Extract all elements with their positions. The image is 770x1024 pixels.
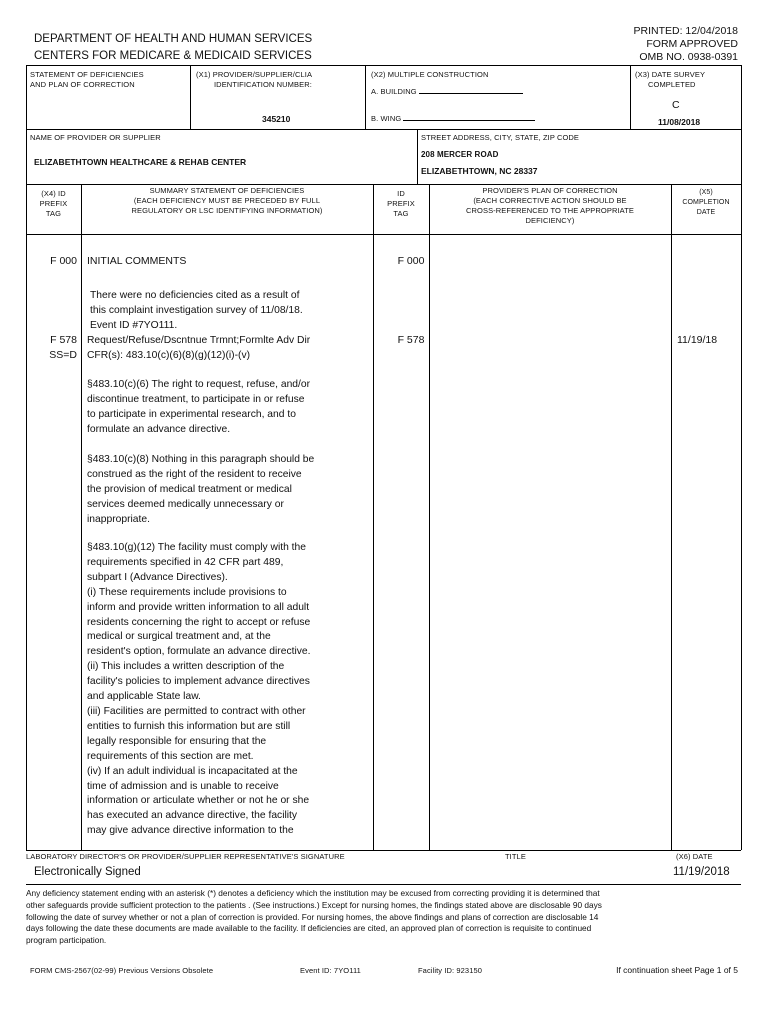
rule-signature-top (26, 850, 741, 851)
rule-col-plan (671, 184, 672, 850)
x5-label-2: COMPLETION (682, 199, 730, 206)
tag-f578-id: F 578 (397, 334, 425, 346)
f578-completion-date: 11/19/18 (677, 334, 718, 346)
address-label: STREET ADDRESS, CITY, STATE, ZIP CODE (421, 133, 580, 142)
rule-col-right (741, 184, 742, 850)
x4-label-2: PREFIX (39, 199, 68, 208)
statement-label-1: STATEMENT OF DEFICIENCIES (30, 70, 144, 79)
wing-blank (403, 120, 535, 121)
f578-title: Request/Refuse/Dscntnue Trmnt;Formlte Adv Dir CFR(s): 483.10(c)(6)(8)(g)(12)(i)-(v) (87, 335, 311, 361)
signature-label: LABORATORY DIRECTOR'S OR PROVIDER/SUPPLIER REPRESENTATIVE'S SIGNATURE (26, 852, 345, 861)
initial-comments-title: INITIAL COMMENTS (87, 255, 187, 267)
rule-colhead-bottom (26, 234, 741, 235)
signature-date: 11/19/2018 (673, 866, 730, 878)
title-label: TITLE (505, 852, 526, 861)
rule-div-x2 (365, 65, 366, 129)
building-label: A. BUILDING (371, 87, 417, 96)
wing-label: B. WING (371, 114, 402, 123)
statement-label-2: AND PLAN OF CORRECTION (30, 80, 135, 89)
rule-top (26, 65, 741, 66)
provider-name-label: NAME OF PROVIDER OR SUPPLIER (30, 133, 161, 142)
x4-label-3: TAG (45, 209, 62, 218)
rule-provider-bottom (26, 184, 741, 185)
building-blank (419, 93, 523, 94)
x6-date-label: (X6) DATE (676, 852, 713, 861)
id-label-3: TAG (393, 209, 409, 218)
rule-col-left (26, 184, 27, 850)
rule-div-x1 (190, 65, 191, 129)
printed-date: PRINTED: 12/04/2018 (633, 25, 738, 37)
x4-label-1: (X4) ID (41, 189, 66, 198)
plan-label-1: PROVIDER'S PLAN OF CORRECTION (482, 186, 618, 195)
plan-label-3: CROSS-REFERENCED TO THE APPROPRIATE (466, 206, 634, 215)
summary-label-2: (EACH DEFICIENCY MUST BE PRECEDED BY FULL (133, 196, 321, 205)
summary-label-1: SUMMARY STATEMENT OF DEFICIENCIES (149, 186, 305, 195)
paragraph-g12: §483.10(g)(12) The facility must comply with the requirements specified in 42 CFR part 489, subpart I (Advance Directives). (i) These requirements include provisions to inform and provide written information to all adult residents concerning the right to accept or refuse medical or surgical treatment and, at the resident's option, formulate an advance directive. (ii) This includes a written description of the facility's policies to implement advance directives and applicable State law. (iii) Facilities are permitted to contract with other entities to furnish this information but are still legally responsible for ensuring that the requirements of this section are met. (iv) If an adult individual is incapacitated at the time of admission and is unable to receive information or articulate whether or not he or she has executed an advance directive, the facility may give advance directive information to the (87, 542, 311, 837)
id-label-2: PREFIX (387, 199, 415, 208)
wing-label-row (371, 114, 535, 123)
omb-number: OMB NO. 0938-0391 (639, 51, 738, 63)
electronic-signature: Electronically Signed (34, 866, 141, 878)
rule-col-prefix (81, 184, 82, 850)
department-line-2: CENTERS FOR MEDICARE & MEDICAID SERVICES (34, 50, 312, 62)
building-label-row (371, 87, 523, 96)
tag-f000-prefix: F 000 (50, 255, 77, 267)
scope-severity: SS=D (49, 349, 77, 361)
footer-facility-id: Facility ID: 923150 (418, 966, 483, 975)
provider-name: ELIZABETHTOWN HEALTHCARE & REHAB CENTER (34, 157, 247, 167)
x3-code: C (672, 99, 680, 111)
x2-label: (X2) MULTIPLE CONSTRUCTION (371, 70, 489, 79)
x3-label-1: (X3) DATE SURVEY (635, 70, 706, 79)
initial-comments-text: There were no deficiencies cited as a result of this complaint investigation survey of 11/08/18. Event ID #7YO111. (90, 290, 303, 331)
x1-label-2: IDENTIFICATION NUMBER: (214, 80, 312, 89)
id-label-1: ID (397, 189, 405, 198)
x1-label-1: (X1) PROVIDER/SUPPLIER/CLIA (196, 70, 313, 79)
rule-left (26, 65, 27, 184)
disclaimer-text: Any deficiency statement ending with an asterisk (*) denotes a deficiency which the institution may be excused from correcting providing it is determined that other safeguards provide sufficient protection to the patients . (See instructions.) Except for nursing homes, the findings stated above are disclosable 90 days following the date of survey whether or not a plan of correction is provided. For nursing homes, the above findings and plans of correction are disclosable 14 days following the date these documents are made available to the facility. If deficiencies are cited, an approved plan of correction is requisite to continued program participation. (26, 888, 602, 946)
footer-event-id: Event ID: 7YO111 (300, 966, 361, 975)
rule-col-summary (373, 184, 374, 850)
summary-label-3: REGULATORY OR LSC IDENTIFYING INFORMATION) (131, 206, 323, 215)
city-state-zip: ELIZABETHTOWN, NC 28337 (421, 166, 538, 176)
provider-id-number: 345210 (262, 114, 291, 124)
plan-label-4: DEFICIENCY) (525, 216, 575, 225)
survey-date: 11/08/2018 (658, 117, 701, 127)
plan-label-2: (EACH CORRECTIVE ACTION SHOULD BE (473, 196, 627, 205)
rule-box-bottom (26, 129, 741, 130)
tag-f578-prefix: F 578 (50, 334, 77, 346)
rule-right (741, 65, 742, 184)
rule-div-x3 (630, 65, 631, 129)
x5-label-3: DATE (696, 209, 716, 216)
x5-label-1: (X5) (699, 189, 713, 196)
street-address: 208 MERCER ROAD (421, 150, 499, 159)
rule-div-provider (417, 129, 418, 184)
tag-f000-id: F 000 (397, 255, 425, 267)
form-number: FORM CMS-2567(02-99) Previous Versions Obsolete (30, 966, 214, 975)
rule-signature-bottom (26, 884, 741, 885)
page-number: If continuation sheet Page 1 of 5 (616, 965, 738, 975)
form-approved: FORM APPROVED (646, 38, 738, 50)
department-line-1: DEPARTMENT OF HEALTH AND HUMAN SERVICES (34, 33, 313, 45)
paragraph-c6: §483.10(c)(6) The right to request, refuse, and/or discontinue treatment, to participate in or refuse to participate in experimental research, and to formulate an advance directive. (87, 379, 311, 435)
x3-label-2: COMPLETED (648, 80, 696, 89)
rule-col-id (429, 184, 430, 850)
paragraph-c8: §483.10(c)(8) Nothing in this paragraph should be construed as the right of the resident to receive the provision of medical treatment or medical services deemed medically unnecessary or inappropriate. (87, 454, 315, 525)
